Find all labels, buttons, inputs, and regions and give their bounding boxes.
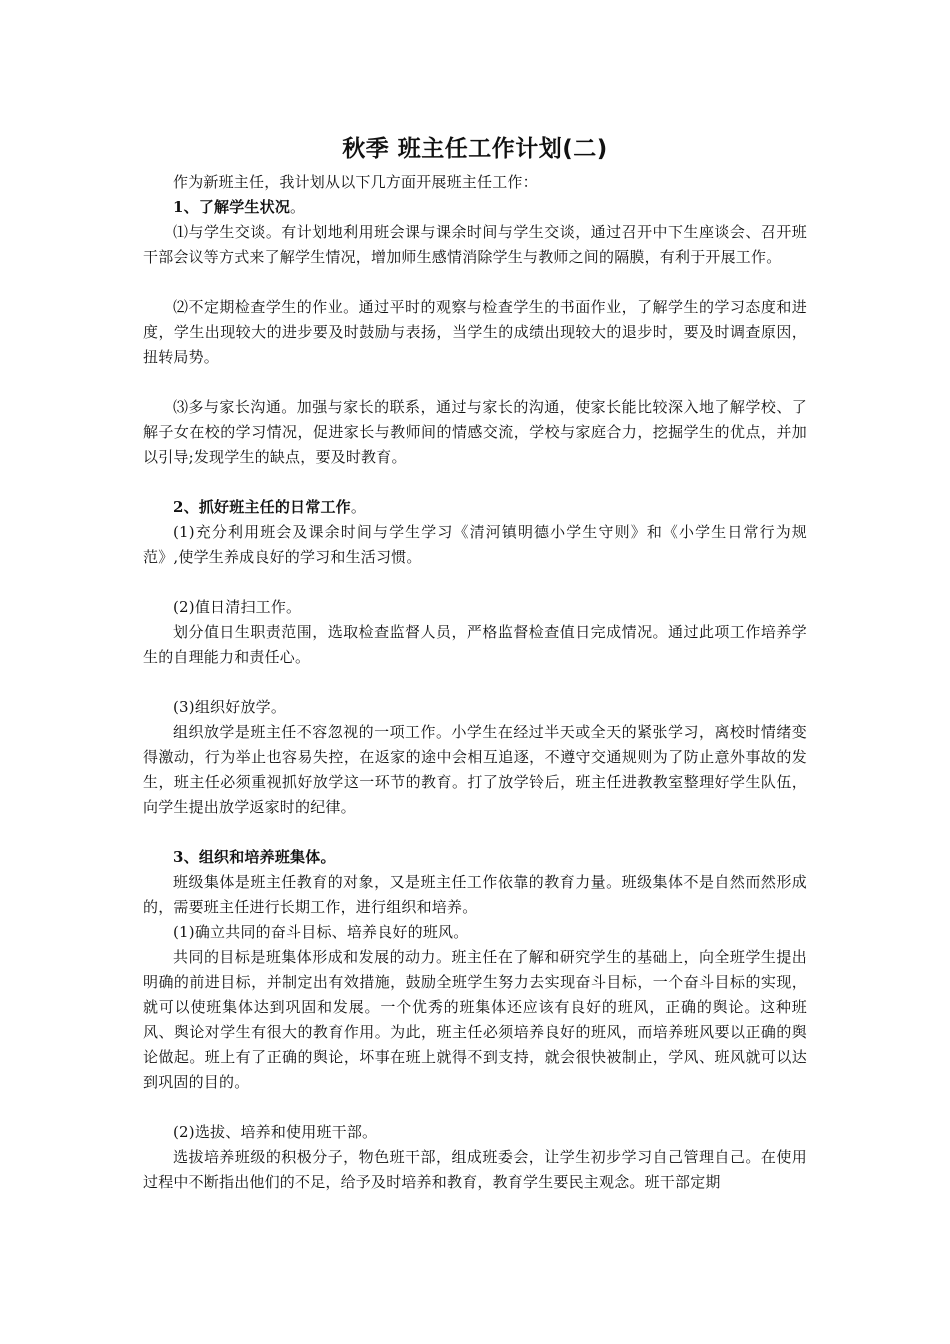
- paragraph-gap: [143, 820, 807, 845]
- section-2-item-2-title: (2)值日清扫工作。: [173, 598, 302, 616]
- section-1-heading-tail: 。: [290, 198, 306, 216]
- section-3-heading: 3、组织和培养班集体。: [173, 848, 336, 866]
- section-1-heading-text: 1、了解学生状况: [173, 198, 291, 216]
- section-2-heading-tail: 。: [350, 498, 367, 516]
- section-3-item-1-title: (1)确立共同的奋斗目标、培养良好的班风。: [173, 923, 469, 941]
- section-1-item-2: ⑵不定期检查学生的作业。通过平时的观察与检查学生的书面作业，了解学生的学习态度和进度，学生出现较大的进步要及时鼓励与表扬，当学生的成绩出现较大的退步时，要及时调查原因，扭转局势。: [143, 298, 807, 366]
- section-2-heading-text: 2、抓好班主任的日常工作: [173, 498, 351, 516]
- paragraph-gap: [143, 270, 807, 295]
- section-2-item-3-title: (3)组织好放学。: [173, 698, 287, 716]
- paragraph-gap: [143, 670, 807, 695]
- paragraph-gap: [143, 470, 807, 495]
- section-2-item-1: (1)充分利用班会及课余时间与学生学习《清河镇明德小学生守则》和《小学生日常行为规范》,使学生养成良好的学习和生活习惯。: [143, 523, 807, 566]
- section-1-heading: [143, 195, 807, 220]
- section-3-item-2-body: 选拔培养班级的积极分子，物色班干部，组成班委会，让学生初步学习自己管理自己。在使用过程中不断指出他们的不足，给予及时培养和教育，教育学生要民主观念。班干部定期: [143, 1148, 807, 1191]
- document-title: 秋季 班主任工作计划(二): [342, 136, 608, 162]
- section-3-item-2-title: (2)选拔、培养和使用班干部。: [173, 1123, 378, 1141]
- paragraph-gap: [143, 370, 807, 395]
- section-1-item-1: ⑴与学生交谈。有计划地利用班会课与课余时间与学生交谈，通过召开中下生座谈会、召开班干部会议等方式来了解学生情况，增加师生感情消除学生与教师之间的隔膜，有利于开展工作。: [143, 223, 807, 266]
- section-3-intro: 班级集体是班主任教育的对象，又是班主任工作依靠的教育力量。班级集体不是自然而然形成的，需要班主任进行长期工作，进行组织和培养。: [143, 873, 807, 916]
- paragraph-gap: [143, 570, 807, 595]
- section-2-item-2-body: 划分值日生职责范围，选取检查监督人员，严格监督检查值日完成情况。通过此项工作培养学生的自理能力和责任心。: [143, 623, 807, 666]
- section-1-item-3: ⑶多与家长沟通。加强与家长的联系，通过与家长的沟通，使家长能比较深入地了解学校、了解子女在校的学习情况，促进家长与教师间的情感交流，学校与家庭合力，挖掘学生的优点，并加以引导;发现学生的缺点，要及时教育。: [143, 398, 807, 466]
- paragraph-gap: [143, 1095, 807, 1120]
- section-3-item-1-body: 共同的目标是班集体形成和发展的动力。班主任在了解和研究学生的基础上，向全班学生提出明确的前进目标，并制定出有效措施，鼓励全班学生努力去实现奋斗目标，一个奋斗目标的实现，就可以使班集体达到巩固和发展。一个优秀的班集体还应该有良好的班风，正确的舆论。这种班风、舆论对学生有很大的教育作用。为此，班主任必须培养良好的班风，而培养班风要以正确的舆论做起。班上有了正确的舆论，坏事在班上就得不到支持，就会很快被制止，学风、班风就可以达到巩固的目的。: [143, 948, 807, 1091]
- section-2-item-3-body: 组织放学是班主任不容忽视的一项工作。小学生在经过半天或全天的紧张学习，离校时情绪变得激动，行为举止也容易失控，在返家的途中会相互追逐，不遵守交通规则为了防止意外事故的发生，班主任必须重视抓好放学这一环节的教育。打了放学铃后，班主任进教教室整理好学生队伍，向学生提出放学返家时的纪律。: [143, 723, 807, 816]
- section-2-heading: [143, 495, 807, 520]
- intro-paragraph: 作为新班主任，我计划从以下几方面开展班主任工作：: [173, 173, 538, 191]
- document-body: [143, 132, 807, 1195]
